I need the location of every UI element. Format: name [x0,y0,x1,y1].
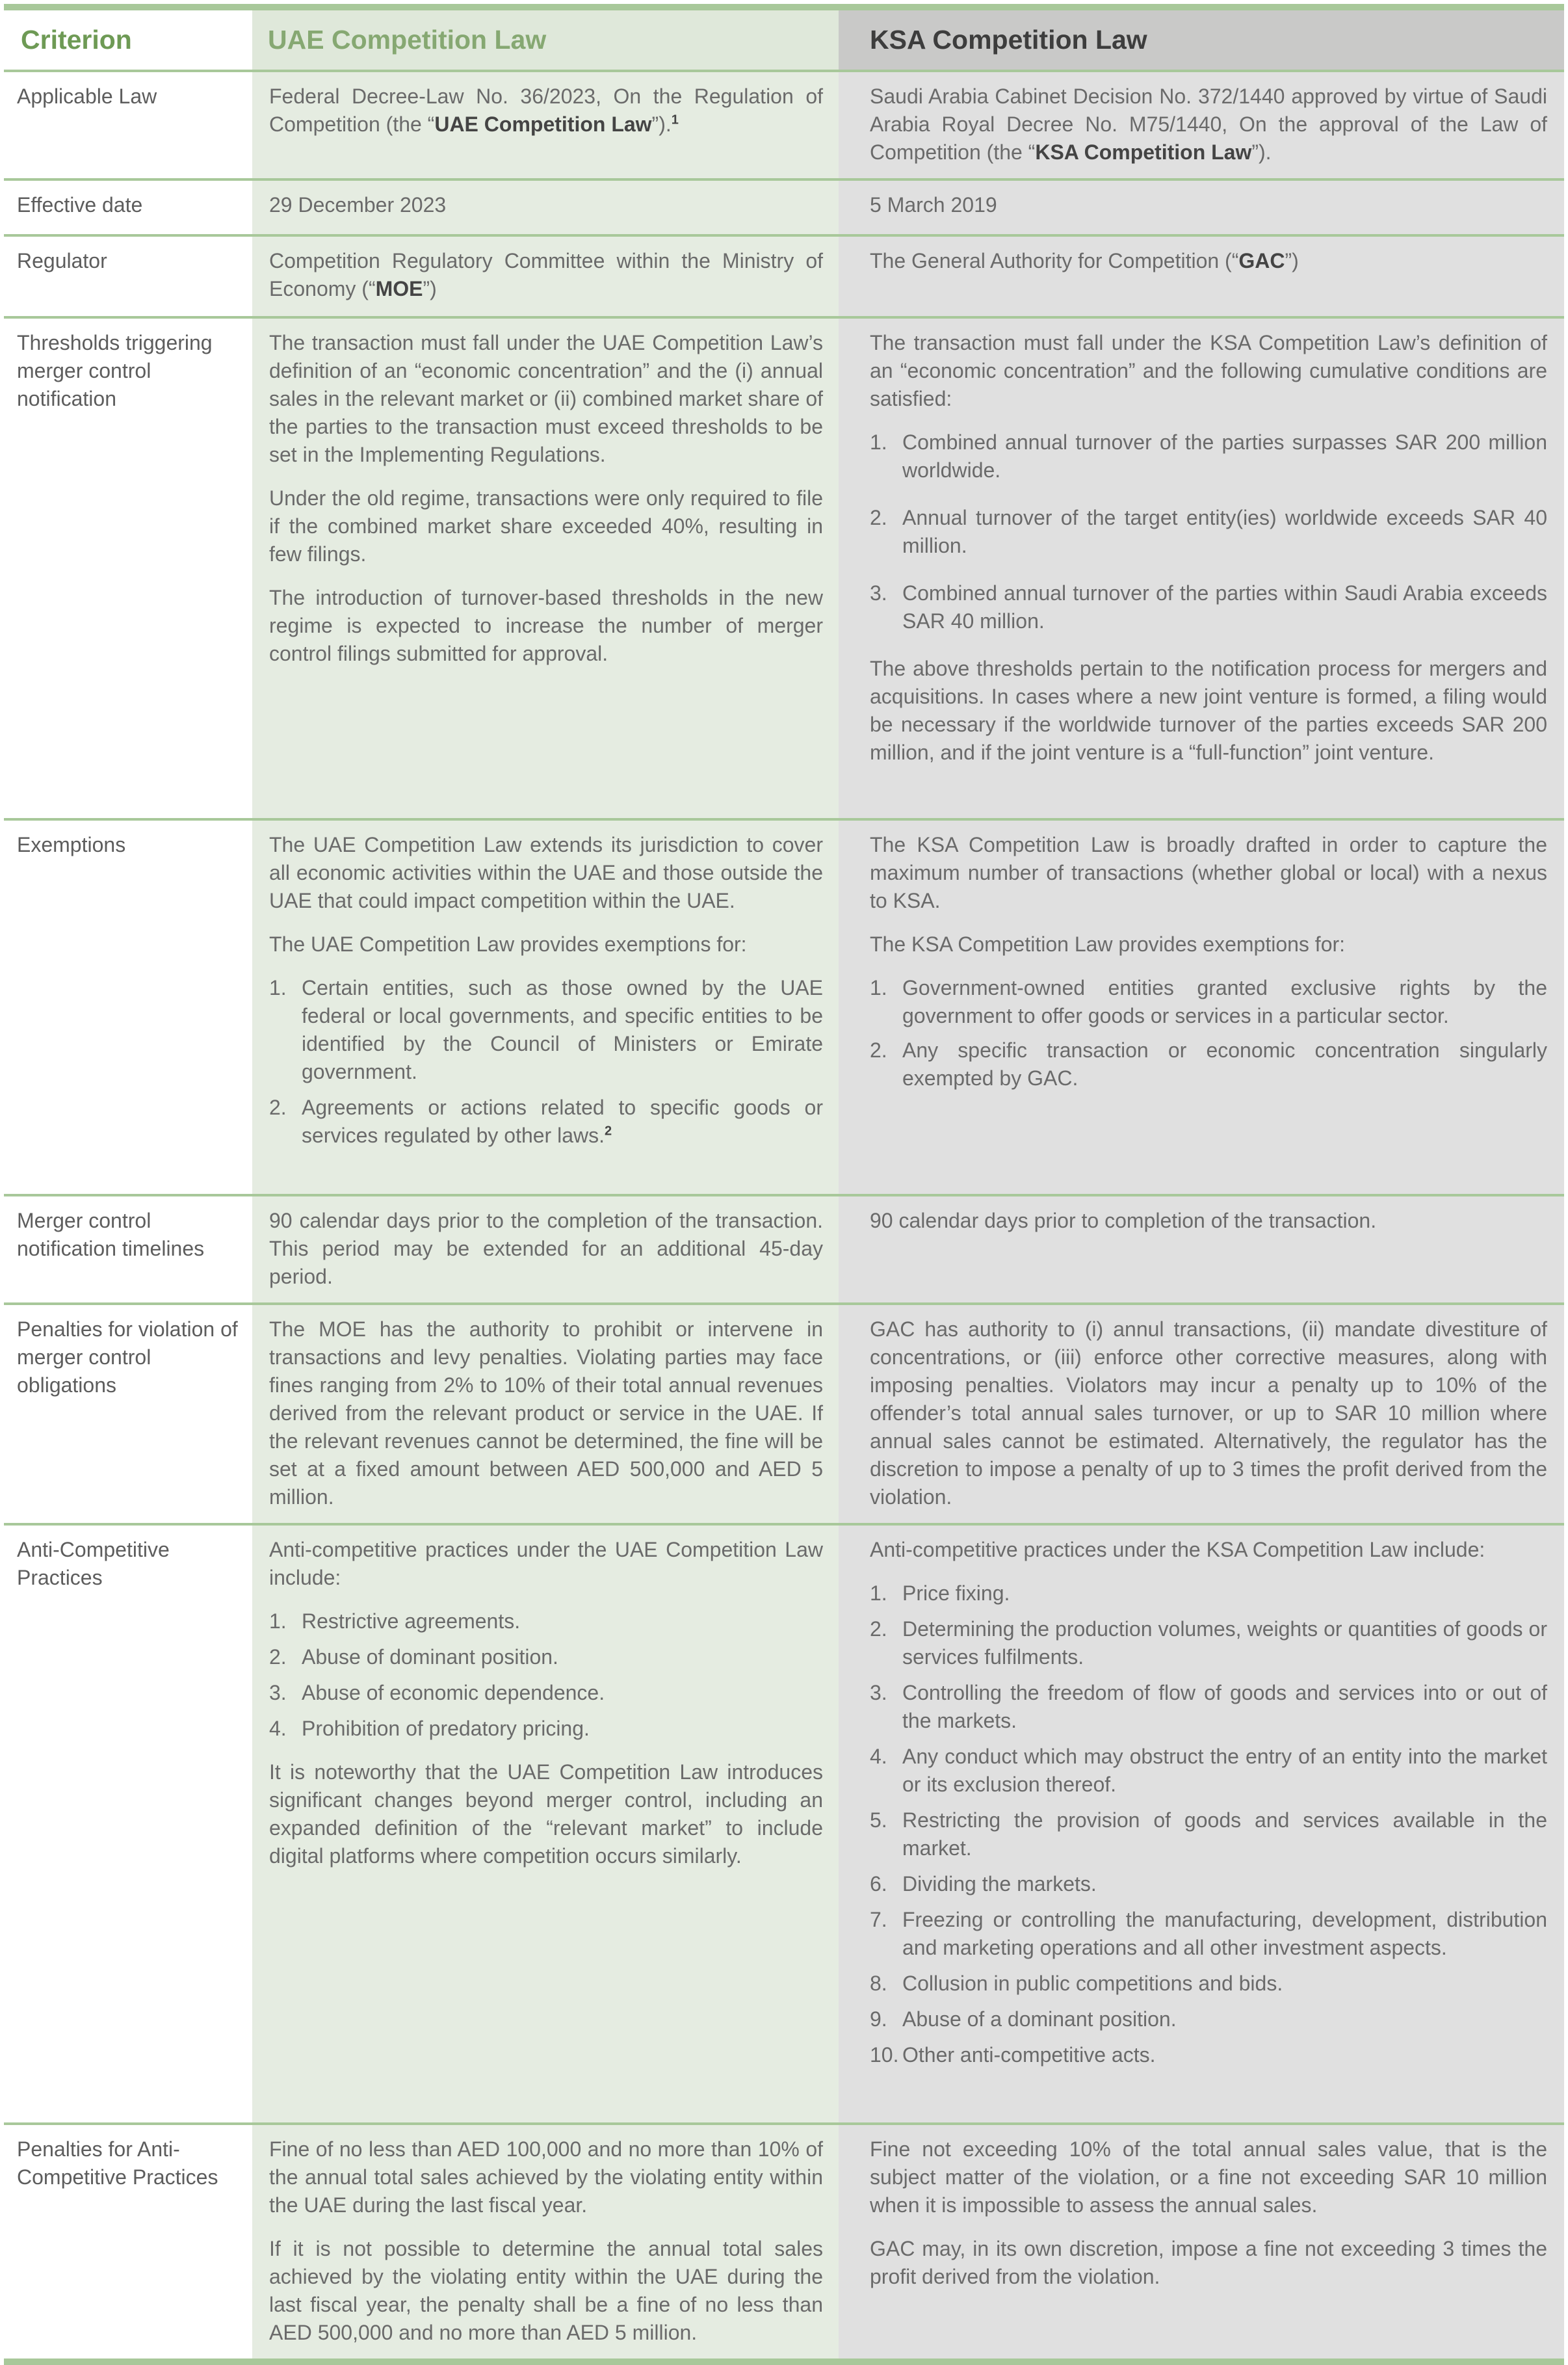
paragraph: The UAE Competition Law extends its jurisdiction to cover all economic activities within the UAE and those outside the UAE that could impact competition within the UAE. [269,833,823,912]
list-item-text: Abuse of economic dependence. [302,1681,605,1704]
criterion-cell: Penalties for Anti-Competitive Practices [4,2124,252,2362]
list-item [870,579,1547,635]
table-row [4,317,1564,819]
numbered-list [870,429,1547,635]
list-item-text: Government-owned entities granted exclusive rights by the government to offer goods or services in a particular sector. [902,976,1547,1027]
table-row [4,1524,1564,2124]
criterion-cell: Thresholds triggering merger control notification [4,317,252,819]
ksa-cell [839,71,1564,179]
list-number: 2. [269,1096,287,1119]
table-row [4,1195,1564,1304]
list-item-text: Dividing the markets. [902,1872,1097,1896]
list-item-text: Prohibition of predatory pricing. [302,1717,590,1740]
list-number: 4. [269,1717,287,1740]
paragraph: The KSA Competition Law is broadly drafted in order to capture the maximum number of transactions (whether global or local) with a nexus to KSA. [870,833,1547,912]
header-ksa: KSA Competition Law [839,7,1564,71]
numbered-list [870,974,1547,1092]
criterion-cell: Anti-Competitive Practices [4,1524,252,2124]
header-criterion: Criterion [4,7,252,71]
list-number: 2. [870,506,887,529]
list-item-text: Abuse of dominant position. [302,1645,558,1669]
uae-cell [252,819,839,1195]
list-item [269,1715,823,1743]
list-item-text: Freezing or controlling the manufacturing, development, distribution and marketing operations and all other investment aspects. [902,1908,1547,1959]
competition-law-comparison-table [4,4,1564,2365]
list-item-text: Combined annual turnover of the parties surpasses SAR 200 million worldwide. [902,430,1547,482]
uae-defined-term: MOE [375,277,423,300]
list-number: 1. [870,430,887,454]
paragraph: Fine of no less than AED 100,000 and no more than 10% of the annual total sales achieved by the violating entity within the UAE during the last fiscal year. [269,2137,823,2217]
list-item-text: Collusion in public competitions and bids. [902,1972,1283,1995]
list-item [870,504,1547,560]
paragraph: Fine not exceeding 10% of the total annual sales value, that is the subject matter of the violation, or a fine not exceeding SAR 10 million when it is impossible to assess the annual sales. [870,2137,1547,2217]
list-number: 4. [870,1745,887,1768]
list-number: 3. [870,581,887,605]
criterion-cell: Applicable Law [4,71,252,179]
list-item [870,1806,1547,1862]
ksa-defined-term: GAC [1238,249,1285,272]
ksa-applicable-law-text: Saudi Arabia Cabinet Decision No. 372/1440 approved by virtue of Saudi Arabia Royal Decree No. M75/1440, On the approval of the Law of Competition (the “ [870,85,1547,164]
list-item [870,2005,1547,2033]
list-number: 3. [269,1681,287,1704]
ksa-cell: 5 March 2019 [839,179,1564,235]
uae-cell [252,71,839,179]
ksa-cell [839,235,1564,317]
paragraph: The above thresholds pertain to the notification process for mergers and acquisitions. In cases where a new joint venture is formed, a filing would be necessary if the worldwide turnover of the parties exceeds SAR 200 million, and if the joint venture is a “full-function” joint venture. [870,657,1547,764]
list-item-text: Certain entities, such as those owned by the UAE federal or local governments, and specific entities to be identified by the Council of Ministers or Emirate government. [302,976,823,1083]
list-item [870,429,1547,484]
table-header-row [4,7,1564,71]
ksa-defined-term: KSA Competition Law [1035,140,1252,164]
paragraph: Anti-competitive practices under the KSA Competition Law include: [870,1538,1485,1561]
list-item [870,1743,1547,1799]
list-item-text: Any conduct which may obstruct the entry of an entity into the market or its exclusion thereof. [902,1745,1547,1796]
list-item-text: Annual turnover of the target entity(ies) worldwide exceeds SAR 40 million. [902,506,1547,557]
table-row [4,1304,1564,1524]
uae-applicable-law-close: ”). [651,112,672,136]
numbered-list [870,1579,1547,2069]
uae-cell: 29 December 2023 [252,179,839,235]
uae-cell [252,317,839,819]
paragraph: The transaction must fall under the KSA Competition Law’s definition of an “economic concentration” and the following cumulative conditions are satisfied: [870,331,1547,410]
list-number: 3. [870,1681,887,1704]
ksa-applicable-law-close: ”). [1251,140,1272,164]
list-number: 2. [870,1038,887,1062]
list-item-text: Controlling the freedom of flow of goods and services into or out of the markets. [902,1681,1547,1732]
table-row [4,179,1564,235]
list-number: 1. [269,976,287,999]
uae-applicable-law-text: Federal Decree-Law No. 36/2023, On the Regulation of Competition (the “ [269,85,823,136]
header-uae: UAE Competition Law [252,7,839,71]
list-number: 2. [870,1617,887,1641]
ksa-regulator-close: ”) [1285,249,1299,272]
numbered-list [269,1607,823,1743]
list-item [870,1970,1547,1998]
ksa-cell [839,2124,1564,2362]
list-item [269,1679,823,1707]
table-row [4,2124,1564,2362]
criterion-cell: Exemptions [4,819,252,1195]
paragraph: Anti-competitive practices under the UAE Competition Law include: [269,1538,823,1589]
list-item [870,1906,1547,1962]
list-item [269,1094,823,1150]
ksa-regulator-text: The General Authority for Competition (“ [870,249,1239,272]
paragraph: GAC may, in its own discretion, impose a fine not exceeding 3 times the profit derived from the violation. [870,2237,1547,2288]
ksa-cell [839,819,1564,1195]
list-item [269,974,823,1086]
list-item [870,974,1547,1030]
table-row [4,71,1564,179]
uae-cell: The MOE has the authority to prohibit or intervene in transactions and levy penalties. Violating parties may face fines ranging from 2% to 10% of their total annual revenues derived from the relevant product or service in the UAE. If the relevant revenues cannot be determined, the fine will be set at a fixed amount between AED 500,000 and AED 5 million. [252,1304,839,1524]
list-item-text: Restrictive agreements. [302,1609,521,1633]
uae-defined-term: UAE Competition Law [434,112,652,136]
list-item [870,1870,1547,1898]
list-number: 8. [870,1972,887,1995]
list-item [870,1579,1547,1607]
list-number: 5. [870,1808,887,1832]
list-number: 7. [870,1908,887,1931]
paragraph: Under the old regime, transactions were only required to file if the combined market share exceeded 40%, resulting in few filings. [269,486,823,566]
list-number: 2. [269,1645,287,1669]
footnote-marker: 2 [605,1124,612,1139]
table-row [4,819,1564,1195]
footnote-marker: 1 [671,112,679,127]
list-item-text: Agreements or actions related to specific goods or services regulated by other laws. [302,1096,823,1147]
paragraph: The transaction must fall under the UAE Competition Law’s definition of an “economic concentration” and the (i) annual sales in the relevant market or (ii) combined market share of the parties to the transaction must exceed thresholds to be set in the Implementing Regulations. [269,331,823,466]
list-item-text: Price fixing. [902,1581,1010,1605]
list-number: 9. [870,2007,887,2031]
list-item-text: Abuse of a dominant position. [902,2007,1177,2031]
uae-cell [252,2124,839,2362]
list-item-text: Other anti-competitive acts. [902,2043,1156,2067]
list-item-text: Restricting the provision of goods and services available in the market. [902,1808,1547,1860]
list-item-text: Combined annual turnover of the parties within Saudi Arabia exceeds SAR 40 million. [902,581,1547,633]
criterion-cell: Merger control notification timelines [4,1195,252,1304]
list-item-text: Any specific transaction or economic concentration singularly exempted by GAC. [902,1038,1547,1090]
ksa-cell [839,317,1564,819]
ksa-cell: GAC has authority to (i) annul transactions, (ii) mandate divestiture of concentrations, or (iii) enforce other corrective measures, along with imposing penalties. Violators may incur a penalty up to 10% of the offender’s total annual sales turnover, or up to SAR 10 million where annual sales cannot be estimated. Alternatively, the regulator has the discretion to impose a penalty of up to 3 times the profit derived from the violation. [839,1304,1564,1524]
paragraph: The UAE Competition Law provides exemptions for: [269,932,747,956]
paragraph: The KSA Competition Law provides exemptions for: [870,932,1346,956]
list-item [870,1679,1547,1735]
list-item-text: Determining the production volumes, weights or quantities of goods or services fulfilments. [902,1617,1547,1669]
criterion-cell: Penalties for violation of merger control obligations [4,1304,252,1524]
list-number: 6. [870,1872,887,1896]
paragraph: If it is not possible to determine the annual total sales achieved by the violating entity within the UAE during the last fiscal year, the penalty shall be a fine of no less than AED 500,000 and no more than AED 5 million. [269,2237,823,2344]
uae-cell [252,235,839,317]
uae-regulator-close: ”) [423,277,437,300]
numbered-list [269,974,823,1150]
list-item [870,2041,1547,2069]
ksa-cell: 90 calendar days prior to completion of the transaction. [839,1195,1564,1304]
table-row [4,235,1564,317]
uae-cell: 90 calendar days prior to the completion of the transaction. This period may be extended for an additional 45-day period. [252,1195,839,1304]
list-number: 1. [870,1581,887,1605]
criterion-cell: Effective date [4,179,252,235]
list-item [870,1037,1547,1092]
list-item [269,1607,823,1635]
uae-regulator-text: Competition Regulatory Committee within the Ministry of Economy (“ [269,249,823,300]
list-number: 10. [870,2043,899,2067]
criterion-cell: Regulator [4,235,252,317]
list-item [269,1643,823,1671]
paragraph: The introduction of turnover-based thresholds in the new regime is expected to increase the number of merger control filings submitted for approval. [269,586,823,665]
ksa-cell [839,1524,1564,2124]
uae-cell [252,1524,839,2124]
list-number: 1. [870,976,887,999]
list-item [870,1615,1547,1671]
list-number: 1. [269,1609,287,1633]
paragraph: It is noteworthy that the UAE Competition Law introduces significant changes beyond merger control, including an expanded definition of the “relevant market” to include digital platforms where competition occurs similarly. [269,1760,823,1868]
